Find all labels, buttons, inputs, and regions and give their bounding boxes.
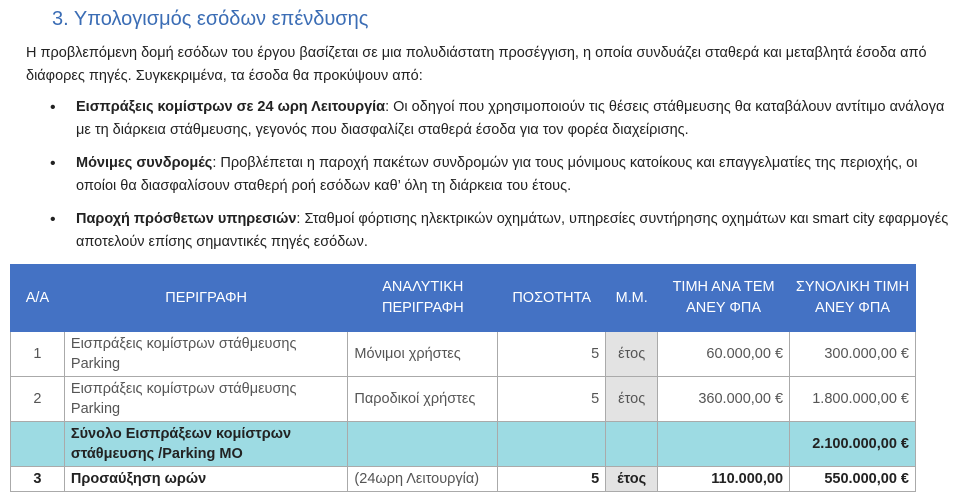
subtotal-row: [11, 422, 916, 467]
bullet-icon: •: [50, 155, 56, 172]
cell-quantity: 5: [498, 332, 606, 377]
cell-description: Εισπράξεις κομίστρων στάθμευσης Parking: [64, 332, 348, 377]
cell-unit-price: 360.000,00 €: [658, 377, 790, 422]
list-item: [26, 96, 956, 142]
header-aa: Α/Α: [11, 265, 65, 332]
list-item: [26, 152, 956, 198]
cell-detail: (24ωρη Λειτουργία): [348, 467, 498, 492]
table-row: [11, 332, 916, 377]
list-item: [26, 208, 956, 254]
bullet-term: Μόνιμες συνδρομές: [76, 155, 213, 171]
cell-unit-price: 60.000,00 €: [658, 332, 790, 377]
cell-empty: [11, 422, 65, 467]
cell-quantity: 5: [498, 377, 606, 422]
bullet-icon: •: [50, 99, 56, 116]
cell-description: Εισπράξεις κομίστρων στάθμευσης Parking: [64, 377, 348, 422]
cell-detail: Παροδικοί χρήστες: [348, 377, 498, 422]
cell-aa: 3: [11, 467, 65, 492]
cell-unit: έτος: [606, 332, 658, 377]
revenue-table: [10, 264, 916, 492]
cell-unit: έτος: [606, 467, 658, 492]
header-detailed-description: ΑΝΑΛΥΤΙΚΗ ΠΕΡΙΓΡΑΦΗ: [348, 265, 498, 332]
header-quantity: ΠΟΣΟΤΗΤΑ: [498, 265, 606, 332]
cell-total: 300.000,00 €: [790, 332, 916, 377]
cell-aa: 2: [11, 377, 65, 422]
header-total-price: ΣΥΝΟΛΙΚΗ ΤΙΜΗ ΑΝΕΥ ΦΠΑ: [790, 265, 916, 332]
bullet-text: : Προβλέπεται η παροχή πακέτων συνδρομών για τους μόνιμους κατοίκους και επαγγελματίες της περιοχής, οι οποίοι θα διασφαλίσουν σταθερή ροή εσόδων καθ’ όλη τη διάρκεια του έτους.: [76, 155, 918, 194]
section-heading: 3. Υπολογισμός εσόδων επένδυσης: [52, 8, 369, 30]
bullet-text: : Οι οδηγοί που χρησιμοποιούν τις θέσεις στάθμευσης θα καταβάλουν αντίτιμο ανάλογα με τη διάρκεια στάθμευσης, γεγονός που διασφαλίζει σταθερά έσοδα για τον φορέα διαχείρισης.: [76, 99, 945, 138]
bullet-text: : Σταθμοί φόρτισης ηλεκτρικών οχημάτων, υπηρεσίες συντήρησης οχημάτων και smart city εφαρμογές αποτελούν επίσης σημαντικές πηγές εσόδων.: [76, 211, 949, 250]
cell-quantity: 5: [498, 467, 606, 492]
intro-paragraph: Η προβλεπόμενη δομή εσόδων του έργου βασίζεται σε μια πολυδιάστατη προσέγγιση, η οποία συνδυάζει σταθερά και μεταβλητά έσοδα από διάφορες πηγές. Συγκεκριμένα, τα έσοδα θα προκύψουν από:: [26, 45, 927, 84]
bullet-icon: •: [50, 211, 56, 228]
cell-empty: [606, 422, 658, 467]
cell-description: Προσαύξηση ωρών: [64, 467, 348, 492]
header-description: ΠΕΡΙΓΡΑΦΗ: [64, 265, 348, 332]
bullet-term: Εισπράξεις κομίστρων σε 24 ωρη Λειτουργία: [76, 99, 386, 115]
cell-detail: Μόνιμοι χρήστες: [348, 332, 498, 377]
cell-unit-price: 110.000,00: [658, 467, 790, 492]
subtotal-label: Σύνολο Εισπράξεων κομίστρων στάθμευσης /Parking ΜΟ: [64, 422, 348, 467]
cell-empty: [498, 422, 606, 467]
revenue-sources-list: [26, 96, 956, 264]
table-row: [11, 467, 916, 492]
cell-empty: [658, 422, 790, 467]
cell-unit: έτος: [606, 377, 658, 422]
cell-aa: 1: [11, 332, 65, 377]
cell-empty: [348, 422, 498, 467]
subtotal-total: 2.100.000,00 €: [790, 422, 916, 467]
table-header-row: [11, 265, 916, 332]
cell-total: 1.800.000,00 €: [790, 377, 916, 422]
cell-total: 550.000,00 €: [790, 467, 916, 492]
header-unit: Μ.Μ.: [606, 265, 658, 332]
header-unit-price: ΤΙΜΗ ΑΝΑ ΤΕΜ ΑΝΕΥ ΦΠΑ: [658, 265, 790, 332]
table-row: [11, 377, 916, 422]
bullet-term: Παροχή πρόσθετων υπηρεσιών: [76, 211, 297, 227]
